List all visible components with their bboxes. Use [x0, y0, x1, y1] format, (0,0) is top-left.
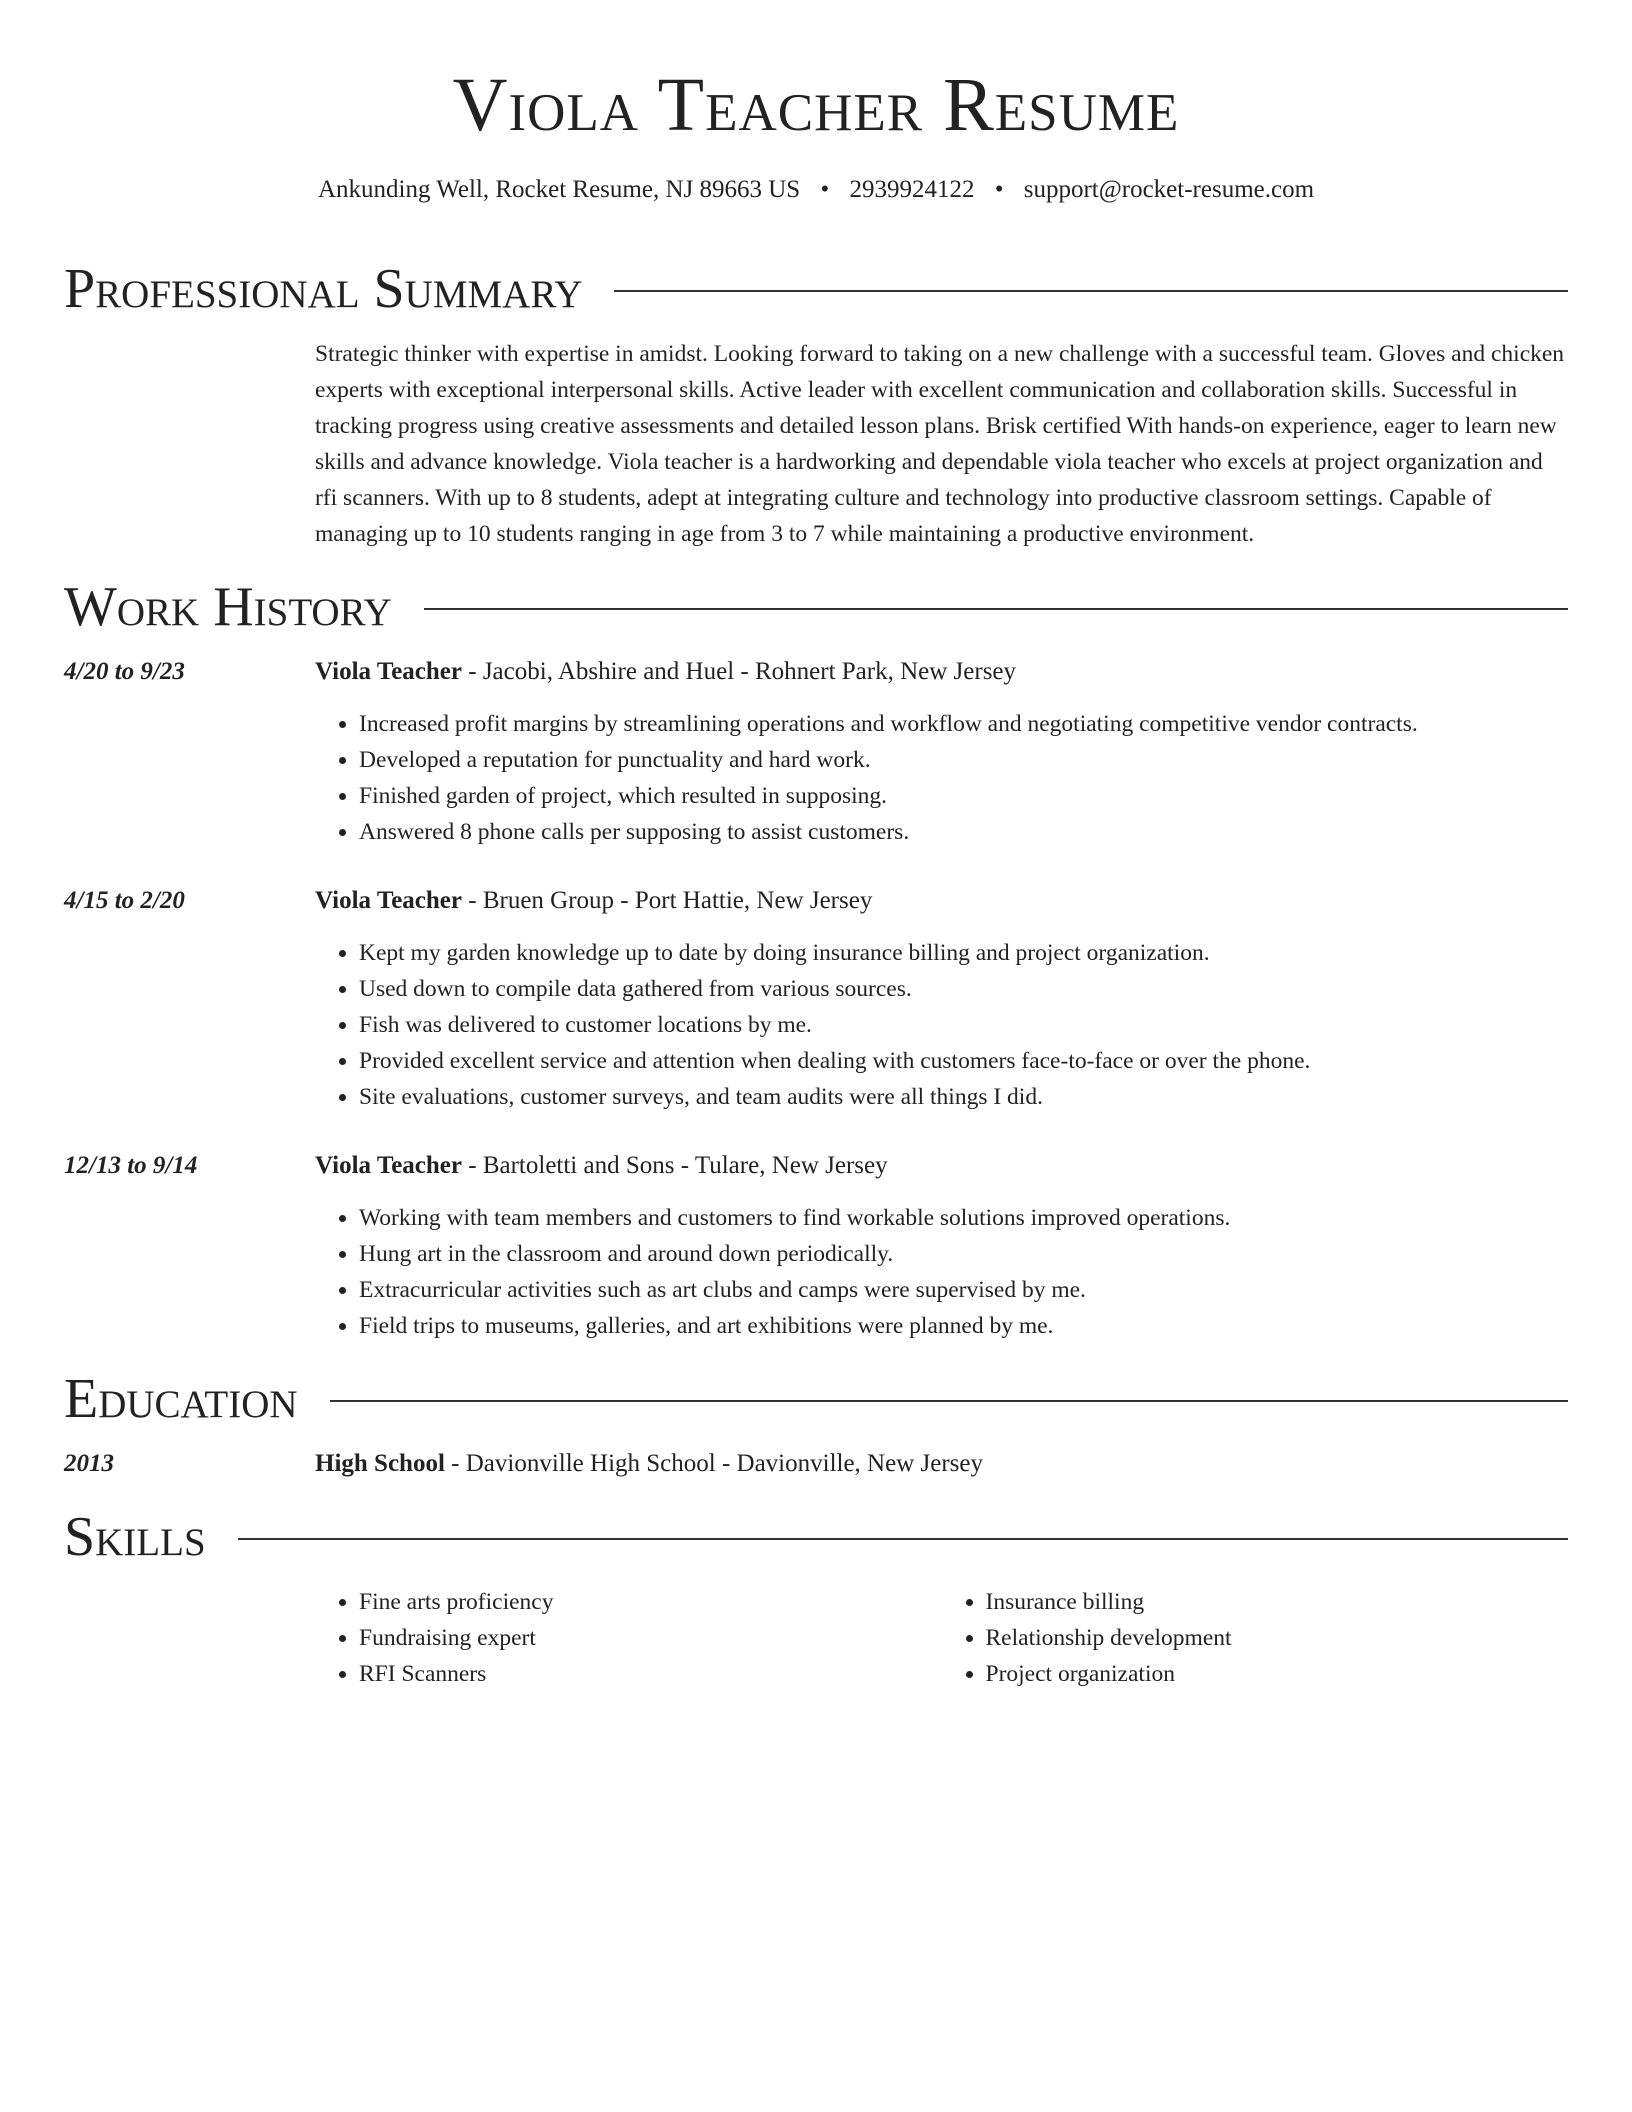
skills-list-left [315, 1584, 942, 1692]
contact-separator: • [994, 176, 1004, 203]
job-dates: 4/20 to 9/23 [64, 658, 185, 685]
resume-title: Viola Teacher Resume [452, 63, 1180, 147]
contact-phone: 2939924122 [849, 176, 975, 203]
section-divider [330, 1400, 1568, 1402]
skill-item: • Relationship development [986, 1620, 1569, 1656]
list-item: • Used down to compile data gathered from various sources. [359, 971, 1568, 1007]
education-entry [64, 1446, 1568, 1482]
job-bullets [315, 935, 1568, 1115]
education-section [64, 1366, 1568, 1482]
section-title-skills: Skills [64, 1506, 206, 1568]
job-heading [315, 654, 1568, 690]
skills-list-right [942, 1584, 1569, 1692]
section-header [64, 574, 1568, 640]
list-item: • Finished garden of project, which resulted in supposing. [359, 778, 1568, 814]
job-title: Viola Teacher [315, 887, 462, 914]
section-divider [424, 608, 1568, 610]
job-details: - Bartoletti and Sons - Tulare, New Jersey [462, 1152, 888, 1179]
list-item: • Working with team members and customers to find workable solutions improved operations. [359, 1200, 1568, 1236]
skill-item: • RFI Scanners [359, 1656, 942, 1692]
resume-page [64, 0, 1568, 1692]
section-title-education: Education [64, 1368, 298, 1430]
job-heading [315, 883, 1568, 919]
job-details: - Bruen Group - Port Hattie, New Jersey [462, 887, 873, 914]
job-entry [64, 654, 1568, 850]
list-item: • Kept my garden knowledge up to date by doing insurance billing and project organization. [359, 935, 1568, 971]
skill-item: • Insurance billing [986, 1584, 1569, 1620]
skill-item: • Fundraising expert [359, 1620, 942, 1656]
job-dates: 12/13 to 9/14 [64, 1152, 198, 1179]
section-header [64, 1366, 1568, 1432]
skill-item: • Fine arts proficiency [359, 1584, 942, 1620]
list-item: • Provided excellent service and attention when dealing with customers face-to-face or over the phone. [359, 1043, 1568, 1079]
section-title-work: Work History [64, 576, 392, 638]
skills-section [64, 1504, 1568, 1692]
list-item: • Extracurricular activities such as art clubs and camps were supervised by me. [359, 1272, 1568, 1308]
contact-separator: • [820, 176, 830, 203]
job-heading [315, 1148, 1568, 1184]
job-bullets [315, 1200, 1568, 1344]
contact-email: support@rocket-resume.com [1023, 176, 1315, 203]
job-entry [64, 883, 1568, 1115]
list-item: • Increased profit margins by streamlining operations and workflow and negotiating competitive vendor contracts. [359, 706, 1568, 742]
section-divider [238, 1538, 1568, 1540]
list-item: • Answered 8 phone calls per supposing to assist customers. [359, 814, 1568, 850]
section-title-summary: Professional Summary [64, 258, 583, 320]
education-year: 2013 [64, 1450, 114, 1477]
job-title: Viola Teacher [315, 658, 462, 685]
summary-text: Strategic thinker with expertise in amidst. Looking forward to taking on a new challenge with a successful team. Gloves and chicken experts with exceptional interpersonal skills. Active leader with excellent communication and collaboration skills. Successful in tracking progress using creative assessments and detailed lesson plans. Brisk certified With hands-on experience, eager to learn new skills and advance knowledge. Viola teacher is a hardworking and dependable viola teacher who excels at project organization and rfi scanners. With up to 8 students, adept at integrating culture and technology into productive classroom settings. Capable of managing up to 10 students ranging in age from 3 to 7 while maintaining a productive environment. [315, 341, 1565, 547]
education-details: - Davionville High School - Davionville, New Jersey [444, 1450, 983, 1477]
list-item: • Fish was delivered to customer locations by me. [359, 1007, 1568, 1043]
list-item: • Developed a reputation for punctuality and hard work. [359, 742, 1568, 778]
education-heading [315, 1446, 1568, 1482]
education-degree: High School [315, 1450, 445, 1477]
job-title: Viola Teacher [315, 1152, 462, 1179]
contact-address: Ankunding Well, Rocket Resume, NJ 89663 US [317, 176, 801, 203]
summary-section [64, 256, 1568, 552]
list-item: • Hung art in the classroom and around down periodically. [359, 1236, 1568, 1272]
skill-item: • Project organization [986, 1656, 1569, 1692]
list-item: • Site evaluations, customer surveys, and team audits were all things I did. [359, 1079, 1568, 1115]
job-dates: 4/15 to 2/20 [64, 887, 185, 914]
job-bullets [315, 706, 1568, 850]
list-item: • Field trips to museums, galleries, and art exhibitions were planned by me. [359, 1308, 1568, 1344]
work-history-section [64, 574, 1568, 1344]
skills-columns [315, 1584, 1568, 1692]
job-entry [64, 1148, 1568, 1344]
contact-line [64, 174, 1568, 206]
job-details: - Jacobi, Abshire and Huel - Rohnert Park, New Jersey [462, 658, 1017, 685]
section-divider [614, 290, 1568, 292]
section-header [64, 1504, 1568, 1570]
section-header [64, 256, 1568, 322]
